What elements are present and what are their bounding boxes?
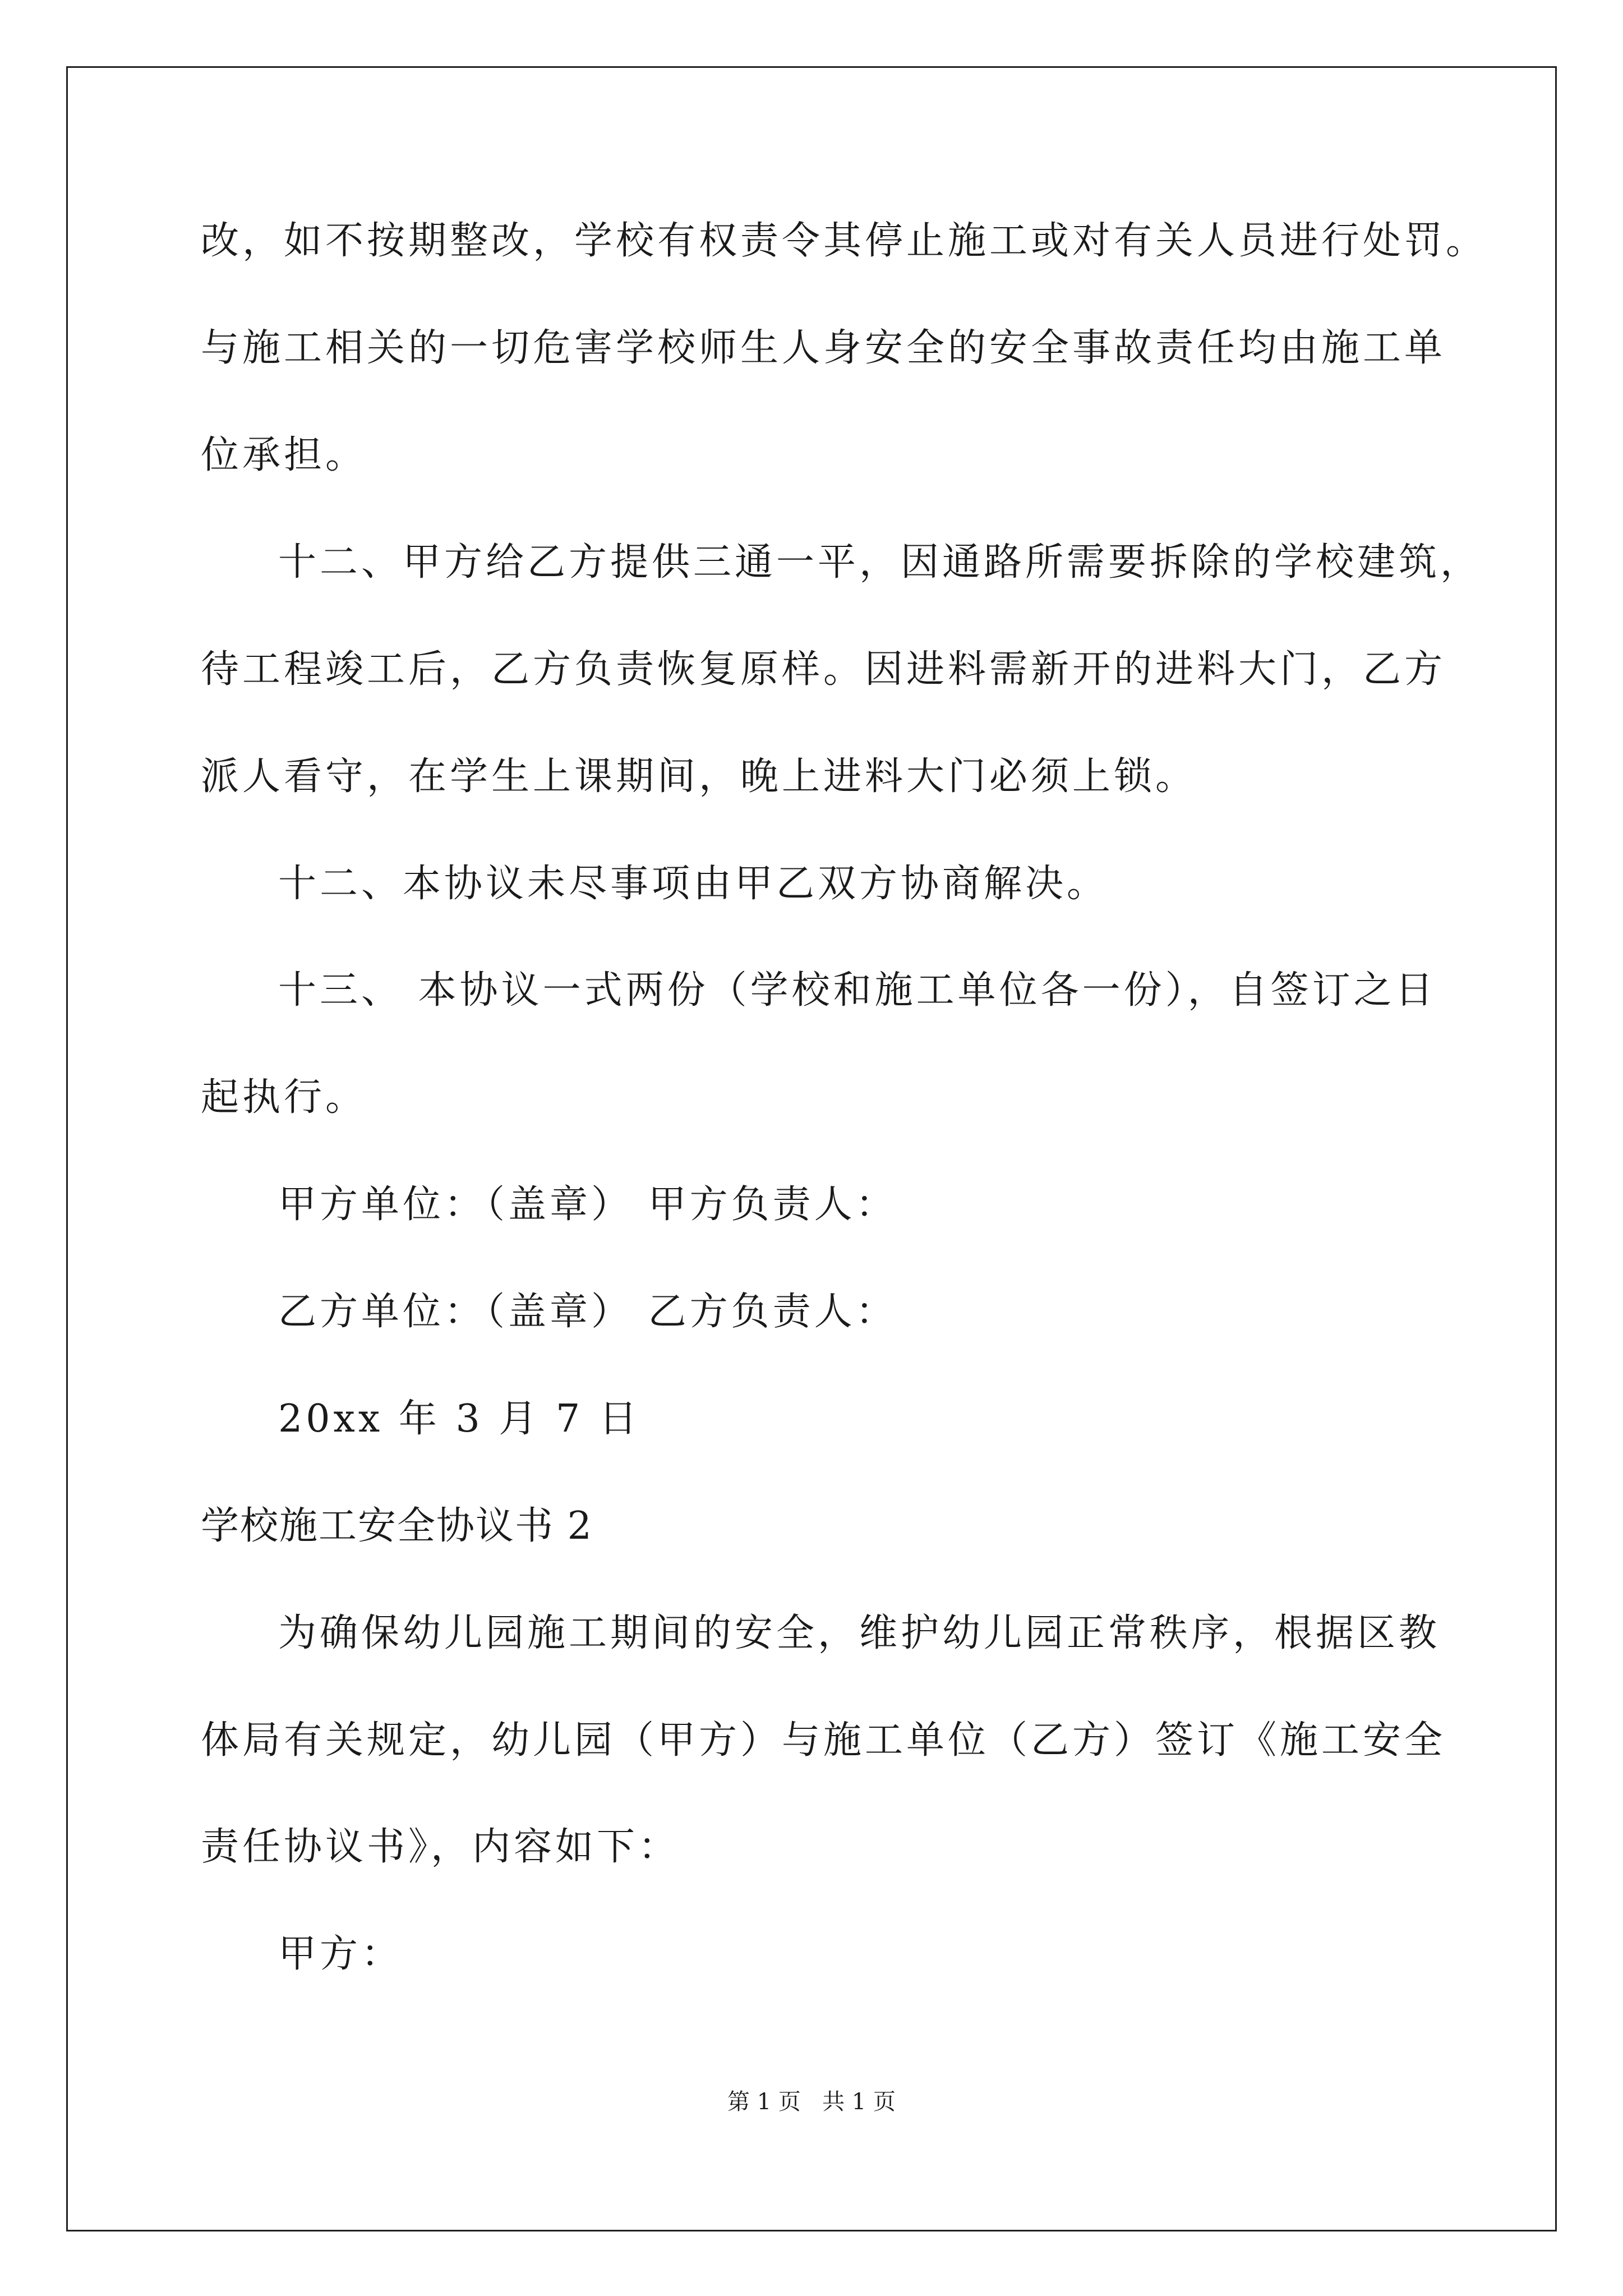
page-border bbox=[66, 66, 1557, 2231]
text-line: 十二、本协议未尽事项由甲乙双方协商解决。 bbox=[278, 862, 1109, 906]
text-line: 责任协议书》，内容如下： bbox=[201, 1825, 680, 1869]
text-line: 位承担。 bbox=[201, 433, 367, 477]
date-line: 20xx 年 3 月 7 日 bbox=[278, 1397, 640, 1441]
text-line: 十三、 本协议一式两份（学校和施工单位各一份），自签订之日 bbox=[278, 968, 1437, 1013]
text-line: 派人看守，在学生上课期间，晚上进料大门必须上锁。 bbox=[201, 754, 1197, 799]
section-title: 学校施工安全协议书 2 bbox=[201, 1504, 593, 1548]
text-line: 与施工相关的一切危害学校师生人身安全的安全事故责任均由施工单 bbox=[201, 326, 1446, 370]
text-line: 甲方： bbox=[278, 1932, 403, 1976]
text-line: 为确保幼儿园施工期间的安全，维护幼儿园正常秩序，根据区教 bbox=[278, 1611, 1441, 1655]
text-line: 体局有关规定，幼儿园（甲方）与施工单位（乙方）签订《施工安全 bbox=[201, 1718, 1446, 1763]
text-line: 待工程竣工后，乙方负责恢复原样。因进料需新开的进料大门，乙方 bbox=[201, 647, 1446, 692]
signature-line-party-a: 甲方单位：（盖章） 甲方负责人： bbox=[278, 1182, 897, 1227]
text-line: 起执行。 bbox=[201, 1075, 367, 1120]
text-line: 十二、甲方给乙方提供三通一平，因通路所需要拆除的学校建筑， bbox=[278, 540, 1482, 585]
page-footer: 第 1 页 共 1 页 bbox=[727, 2089, 896, 2115]
signature-line-party-b: 乙方单位：（盖章） 乙方负责人： bbox=[278, 1290, 897, 1334]
text-line: 改，如不按期整改，学校有权责令其停止施工或对有关人员进行处罚。 bbox=[201, 219, 1488, 263]
